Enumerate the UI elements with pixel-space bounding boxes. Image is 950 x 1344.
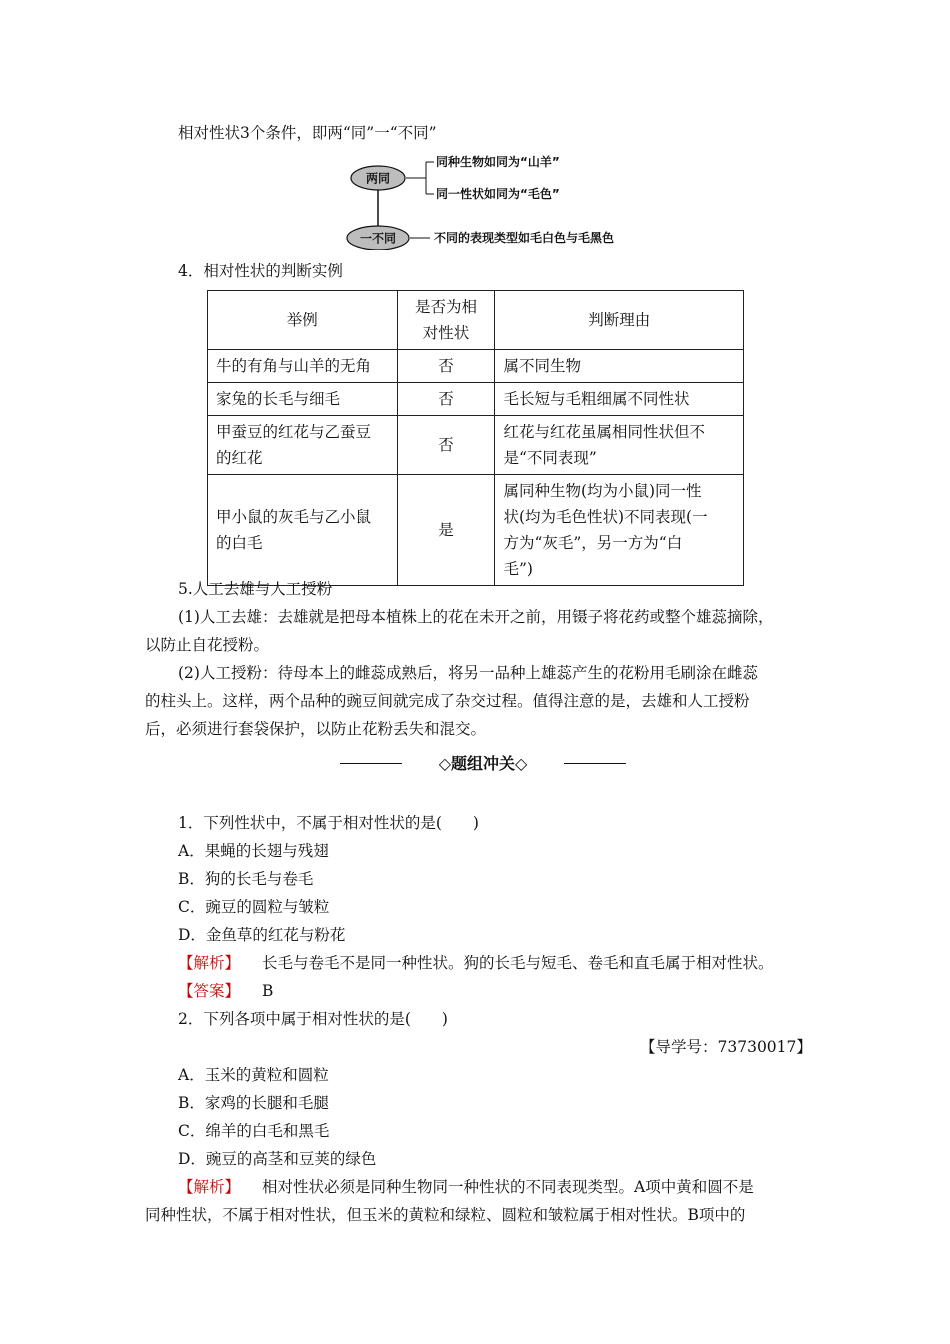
table-row — [208, 383, 744, 416]
section5-para2-line2: 的柱头上。这样，两个品种的豌豆间就完成了杂交过程。值得注意的是，去雄和人工授粉 — [145, 692, 750, 710]
cell-is-relative: 否 — [397, 416, 495, 475]
analysis-text: 长毛与卷毛不是同一种性状。狗的长毛与短毛、卷毛和直毛属于相对性状。 — [262, 954, 774, 972]
node-one-diff: 一不同 — [359, 231, 397, 246]
branch-same-trait: 同一性状如同为“毛色” — [436, 187, 560, 201]
cell-example: 甲小鼠的灰毛与乙小鼠 的白毛 — [208, 475, 398, 586]
cell-example: 甲蚕豆的红花与乙蚕豆 的红花 — [208, 416, 398, 475]
cell-is-relative: 是 — [397, 475, 495, 586]
cell-reason: 属同种生物(均为小鼠)同一性 状(均为毛色性状)不同表现(一 方为“灰毛”，另一方为“白 毛”) — [495, 475, 744, 586]
table-header-row — [208, 291, 744, 350]
col-header-example: 举例 — [208, 291, 398, 350]
cell-reason: 毛长短与毛粗细属不同性状 — [495, 383, 744, 416]
intro-text: 相对性状3个条件，即两“同”一“不同” — [178, 124, 437, 142]
cell-example: 家兔的长毛与细毛 — [208, 383, 398, 416]
q2-analysis-line1 — [178, 1176, 754, 1198]
q1-answer — [178, 980, 273, 1002]
q2-option-c: C．绵羊的白毛和黑毛 — [178, 1122, 330, 1140]
relative-trait-table — [207, 290, 744, 586]
cell-example: 牛的有角与山羊的无角 — [208, 350, 398, 383]
section5-para1-line1: (1)人工去雄：去雄就是把母本植株上的花在未开之前，用镊子将花药或整个雄蕊摘除， — [178, 608, 774, 626]
branch-same-species: 同种生物如同为“山羊” — [436, 155, 560, 169]
q1-option-c: C．豌豆的圆粒与皱粒 — [178, 898, 330, 916]
cell-is-relative: 否 — [397, 350, 495, 383]
q2-stem: 2．下列各项中属于相对性状的是( ) — [178, 1010, 448, 1028]
q1-option-d: D．金鱼草的红花与粉花 — [178, 926, 346, 944]
q1-option-b: B．狗的长毛与卷毛 — [178, 870, 314, 888]
q2-guide-number: 【导学号：73730017】 — [640, 1038, 812, 1056]
answer-text: B — [262, 982, 274, 1000]
node-two-same: 两同 — [365, 171, 391, 186]
section5-para2-line1: (2)人工授粉：待母本上的雌蕊成熟后，将另一品种上雄蕊产生的花粉用毛刷涂在雌蕊 — [178, 664, 758, 682]
cell-reason: 红花与红花虽属相同性状但不 是“不同表现” — [495, 416, 744, 475]
table-row — [208, 475, 744, 586]
q2-option-a: A．玉米的黄粒和圆粒 — [178, 1066, 329, 1084]
q1-analysis — [178, 952, 774, 974]
table-row — [208, 416, 744, 475]
section4-title: 4．相对性状的判断实例 — [178, 262, 343, 280]
section5-para2-line3: 后，必须进行套袋保护，以防止花粉丢失和混交。 — [145, 720, 487, 738]
answer-tag: 【答案】 — [178, 982, 241, 1000]
col-header-reason: 判断理由 — [495, 291, 744, 350]
q1-option-a: A．果蝇的长翅与残翅 — [178, 842, 329, 860]
section5-title: 5.人工去雄与人工授粉 — [178, 580, 333, 598]
analysis-tag: 【解析】 — [178, 1178, 241, 1196]
branch-different-type: 不同的表现类型如毛白色与毛黑色 — [434, 231, 615, 245]
exercise-banner-title: ◇题组冲关◇ — [438, 754, 528, 773]
cell-reason: 属不同生物 — [495, 350, 744, 383]
exercise-banner — [340, 752, 626, 776]
analysis-tag: 【解析】 — [178, 954, 241, 972]
q1-stem: 1．下列性状中，不属于相对性状的是( ) — [178, 814, 479, 832]
analysis-text: 相对性状必须是同种生物同一种性状的不同表现类型。A项中黄和圆不是 — [262, 1178, 754, 1196]
table-row — [208, 350, 744, 383]
q2-analysis-line2: 同种性状，不属于相对性状，但玉米的黄粒和绿粒、圆粒和皱粒属于相对性状。B项中的 — [145, 1206, 746, 1224]
q2-option-b: B．家鸡的长腿和毛腿 — [178, 1094, 329, 1112]
section5-para1-line2: 以防止自花授粉。 — [145, 636, 270, 654]
cell-is-relative: 否 — [397, 383, 495, 416]
q2-option-d: D．豌豆的高茎和豆荚的绿色 — [178, 1150, 377, 1168]
col-header-is-relative: 是否为相 对性状 — [397, 291, 495, 350]
relative-trait-diagram — [346, 150, 646, 250]
